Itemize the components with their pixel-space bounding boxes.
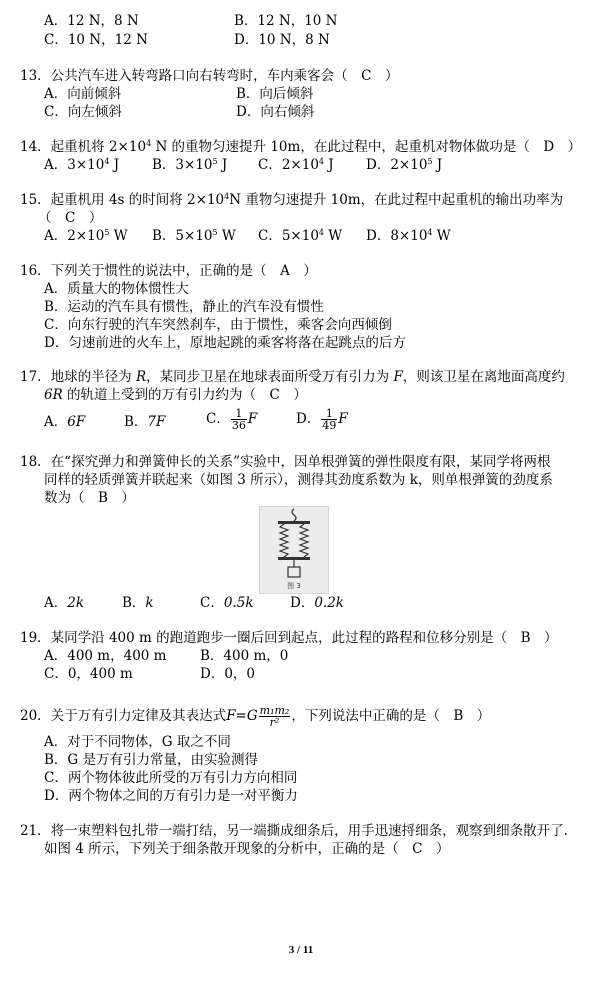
q19-option-c: C．0，400 m (44, 666, 133, 682)
q20-option-b: B．G 是万有引力常量，由实验测得 (44, 752, 258, 768)
q17-stem-line1: 17．地球的半径为 R，某同步卫星在地球表面所受万有引力为 F，则该卫星在离地面高度约 (20, 369, 565, 385)
q15-option-c: C．$5\times 10^4$ W (258, 228, 343, 244)
q20-stem: 20．关于万有引力定律及其表达式F=G $\frac{\text{m₁m₂}}{\text{r²}}$ ，下列说法中正确的是（ B ） (20, 704, 491, 729)
q18-option-d: D．0.2k (290, 595, 344, 611)
q13-option-b: B．向后倾斜 (236, 86, 314, 102)
q17-stem-line2: 6R 的轨道上受到的万有引力约为（ C ） (44, 387, 307, 403)
figure-3-springs (259, 506, 329, 594)
q12-option-a: A．12 N，8 N (44, 13, 139, 29)
q15-option-a: A．$2\times 10^5$ W (44, 228, 128, 244)
q15-option-b: B．$5\times 10^5$ W (152, 228, 236, 244)
q21-stem-line1: 21．将一束塑料包扎带一端打结，另一端撕成细条后，用手迅速捋细条，观察到细条散开了. (20, 823, 568, 839)
q20-option-c: C．两个物体彼此所受的万有引力方向相同 (44, 770, 298, 786)
parallel-springs-diagram (260, 507, 328, 593)
q19-option-d: D．0，0 (200, 666, 256, 682)
q17-option-c: C． $\frac{1}{36}$ F (206, 407, 258, 432)
q20-formula-fraction: $\frac{\text{m₁m₂}}{\text{r²}}$ (259, 704, 290, 729)
q16-option-a: A．质量大的物体惯性大 (44, 281, 189, 297)
q13-option-d: D．向右倾斜 (236, 104, 315, 120)
q18-stem-line2: 同样的轻质弹簧并联起来（如图 3 所示），测得其劲度系数为 k，则单根弹簧的劲度系 (44, 472, 553, 488)
q17-option-c-fraction: $\frac{1}{36}$ (231, 407, 246, 432)
q19-option-b: B．400 m，0 (200, 648, 289, 664)
q20-option-a: A．对于不同物体，G 取之不同 (44, 734, 231, 750)
q13-option-c: C．向左倾斜 (44, 104, 122, 120)
q14-option-c: C．$2\times 10^4$ J (258, 157, 334, 173)
q16-stem: 16．下列关于惯性的说法中，正确的是（ A ） (20, 263, 317, 279)
q17-option-d: D． $\frac{1}{49}$ F (296, 407, 348, 432)
q18-option-c: C．0.5k (200, 595, 254, 611)
q16-option-d: D．匀速前进的火车上，原地起跳的乘客将落在起跳点的后方 (44, 335, 406, 351)
page-number: 3 / 11 (288, 944, 314, 956)
q19-stem: 19．某同学沿 400 m 的跑道跑步一圈后回到起点，此过程的路程和位移分别是（ B ） (20, 630, 558, 646)
q18-stem-line1: 18．在“探究弹力和弹簧伸长的关系”实验中，因单根弹簧的弹性限度有限，某同学将两根 (20, 454, 551, 470)
q17-option-b: B．7F (124, 414, 166, 430)
q18-option-a: A．2k (44, 595, 85, 611)
q18-option-b: B．k (122, 595, 154, 611)
q20-option-d: D．两个物体之间的万有引力是一对平衡力 (44, 788, 298, 804)
q13-option-a: A．向前倾斜 (44, 86, 122, 102)
q12-option-d: D．10 N，8 N (234, 32, 330, 48)
q16-option-c: C．向东行驶的汽车突然刹车，由于惯性，乘客会向西倾倒 (44, 317, 392, 333)
q14-stem: 14．起重机将 $2\times 10^4$ N 的重物匀速提升 10m，在此过程中，起重机对物体做功是（ D ） (20, 139, 582, 155)
q14-option-b: B．$3\times 10^5$ J (152, 157, 228, 173)
q15-stem: 15．起重机用 4s 的时间将 $2\times 10^4N$ 重物匀速提升 10m，在此过程中起重机的输出功率为 (20, 192, 564, 208)
q12-option-c: C．10 N，12 N (44, 32, 148, 48)
q17-option-a: A．6F (44, 414, 86, 430)
q19-option-a: A．400 m，400 m (44, 648, 167, 664)
q20-formula: F=G (226, 708, 258, 724)
q21-stem-line2: 如图 4 所示，下列关于细条散开现象的分析中，正确的是（ C ） (44, 841, 450, 857)
q15-stem-answer: （ C ） (38, 210, 103, 226)
q16-option-b: B．运动的汽车具有惯性，静止的汽车没有惯性 (44, 299, 324, 315)
q13-stem: 13．公共汽车进入转弯路口向右转弯时，车内乘客会（ C ） (20, 68, 399, 84)
q18-stem-line3: 数为（ B ） (44, 490, 135, 506)
q12-option-b: B．12 N，10 N (234, 13, 338, 29)
q14-option-d: D．$2\times 10^5$ J (366, 157, 443, 173)
figure-3-label: 图 3 (287, 582, 301, 590)
q14-option-a: A．$3\times 10^4$ J (44, 157, 120, 173)
q15-option-d: D．$8\times 10^4$ W (366, 228, 451, 244)
q17-option-d-fraction: $\frac{1}{49}$ (322, 407, 337, 432)
